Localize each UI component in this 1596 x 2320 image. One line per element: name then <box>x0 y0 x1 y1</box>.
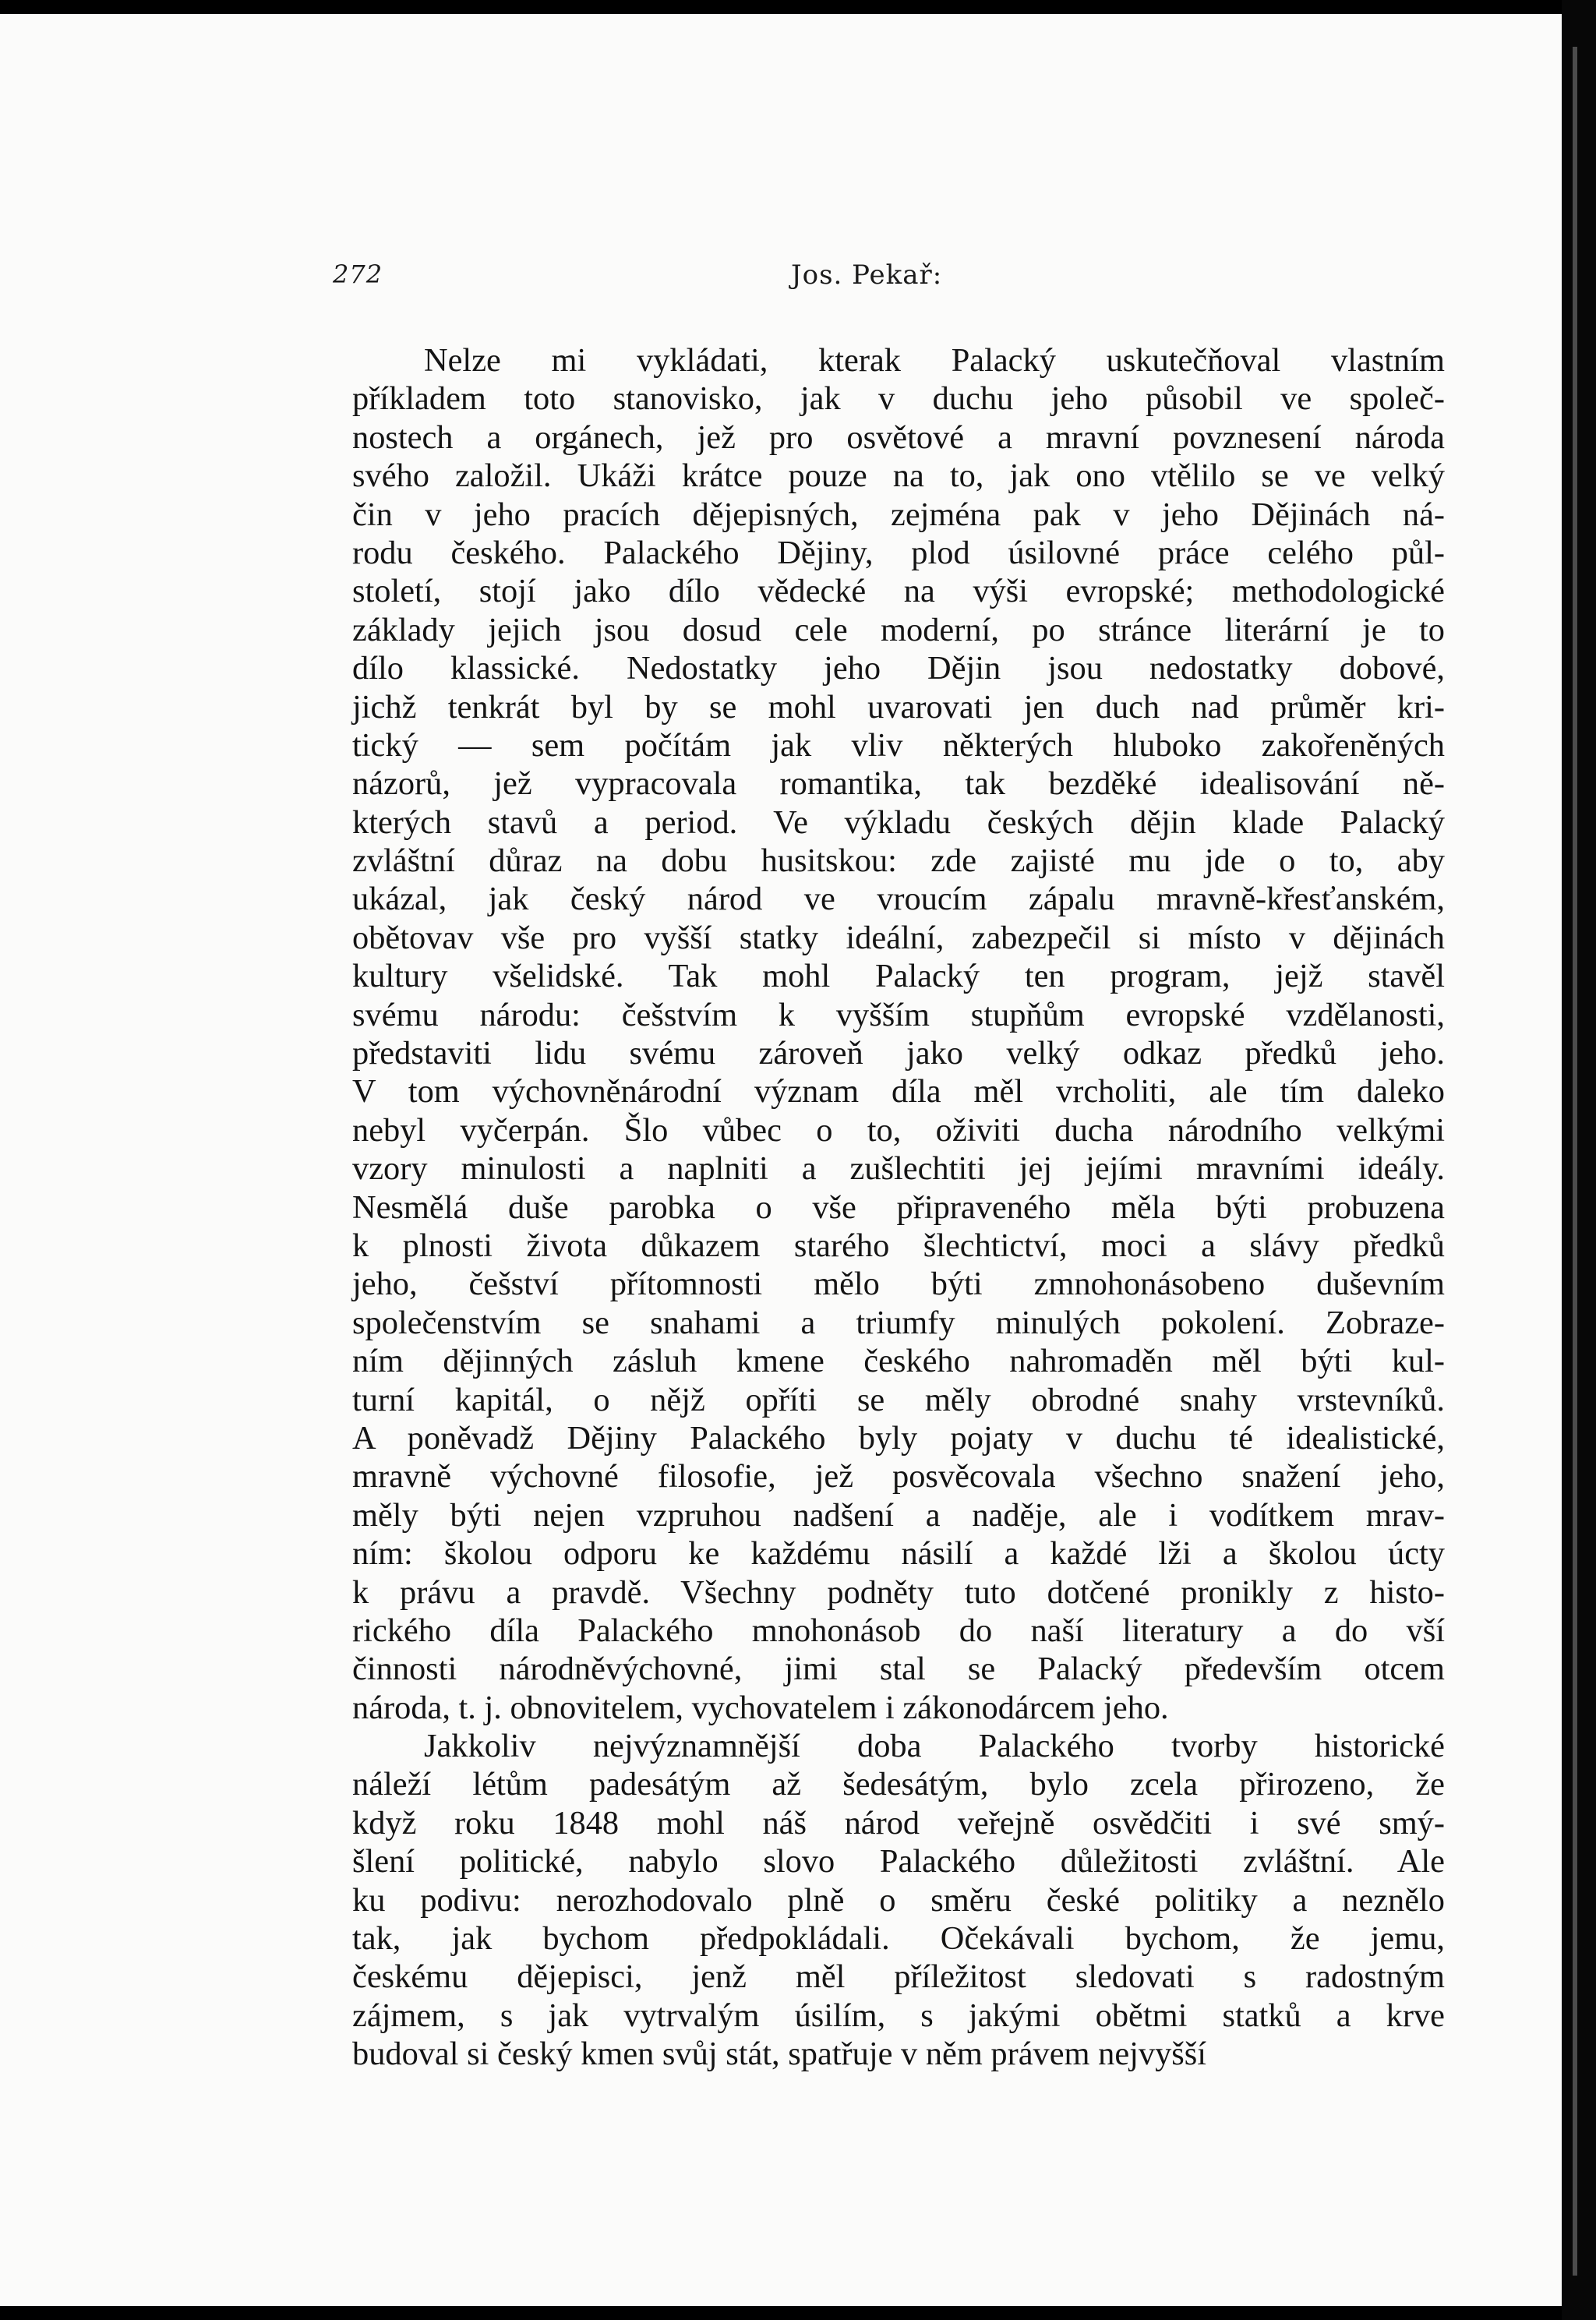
paragraph <box>352 341 1445 1727</box>
text-line: zájmem, s jak vytrvalým úsilím, s jakými obětmi statků a krve <box>352 1997 1445 2034</box>
page-number: 272 <box>333 260 383 289</box>
text-line: jichž tenkrát byl by se mohl uvarovati jen duch nad průměr kri- <box>352 688 1445 726</box>
text-line: ním dějinných zásluh kmene českého nahromaděn měl býti kul- <box>352 1343 1445 1380</box>
text-line: století, stojí jako dílo vědecké na výši evropské; methodologické <box>352 573 1445 610</box>
text-line: českému dějepisci, jenž měl příležitost sledovati s radostným <box>352 1958 1445 1996</box>
scan-edge <box>1562 0 1596 2320</box>
text-line: kterých stavů a period. Ve výkladu českých dějin klade Palacký <box>352 803 1445 841</box>
text-line: svého založil. Ukáži krátce pouze na to, jak ono vtělilo se ve velký <box>352 457 1445 495</box>
text-line: svému národu: češstvím k vyšším stupňům evropské vzdělanosti, <box>352 996 1445 1033</box>
text-line: čin v jeho pracích dějepisných, zejména pak v jeho Dějinách ná- <box>352 496 1445 533</box>
text-line: ním: školou odporu ke každému násilí a každé lži a školou úcty <box>352 1535 1445 1573</box>
text-line: názorů, jež vypracovala romantika, tak bezděké idealisování ně- <box>352 765 1445 803</box>
text-line: k plnosti života důkazem starého šlechtictví, moci a slávy předků <box>352 1227 1445 1264</box>
text-line: dílo klassické. Nedostatky jeho Dějin jsou nedostatky dobové, <box>352 650 1445 687</box>
page-header <box>0 260 1562 298</box>
text-line: turní kapitál, o nějž opříti se měly obrodné snahy vrstevníků. <box>352 1381 1445 1418</box>
text-line: představiti lidu svému zároveň jako velký odkaz předků jeho. <box>352 1035 1445 1072</box>
text-line: kultury všelidské. Tak mohl Palacký ten program, jejž stavěl <box>352 958 1445 995</box>
text-line: ku podivu: nerozhodovalo plně o směru české politiky a neznělo <box>352 1881 1445 1919</box>
text-line: V tom výchovněnárodní význam díla měl vrcholiti, ale tím daleko <box>352 1073 1445 1111</box>
text-line: tak, jak bychom předpokládali. Očekávali bychom, že jemu, <box>352 1920 1445 1958</box>
text-line: vzory minulosti a naplniti a zušlechtiti jej jejími mravními ideály. <box>352 1150 1445 1188</box>
text-line: jeho, češství přítomnosti mělo býti zmnohonásobeno duševním <box>352 1266 1445 1303</box>
text-line: náleží létům padesátým až šedesátým, bylo zcela přirozeno, že <box>352 1766 1445 1803</box>
text-line: činnosti národněvýchovné, jimi stal se Palacký především otcem <box>352 1651 1445 1688</box>
text-line: společenstvím se snahami a triumfy minulých pokolení. Zobraze- <box>352 1304 1445 1341</box>
text-line: šlení politické, nabylo slovo Palackého důležitosti zvláštní. Ale <box>352 1843 1445 1880</box>
text-line: rodu českého. Palackého Dějiny, plod úsilovné práce celého půl- <box>352 534 1445 571</box>
text-line: A poněvadž Dějiny Palackého byly pojaty v duchu té idealistické, <box>352 1419 1445 1457</box>
paragraph <box>352 1727 1445 2074</box>
text-line: nostech a orgánech, jež pro osvětové a mravní povznesení národa <box>352 418 1445 456</box>
text-line: příkladem toto stanovisko, jak v duchu jeho působil ve společ- <box>352 380 1445 418</box>
text-line: budoval si český kmen svůj stát, spatřuje v něm právem nejvyšší <box>352 2036 1207 2073</box>
text-line: rického díla Palackého mnohonásob do naší literatury a do vší <box>352 1612 1445 1649</box>
text-line: ukázal, jak český národ ve vroucím zápalu mravně-křesťanském, <box>352 881 1445 918</box>
text-line: Jakkoliv nejvýznamnější doba Palackého tvorby historické <box>424 1728 1445 1765</box>
text-line: Nelze mi vykládati, kterak Palacký uskutečňoval vlastním <box>424 342 1445 379</box>
text-line: měly býti nejen vzpruhou nadšení a naděje, ale i vodítkem mrav- <box>352 1496 1445 1534</box>
text-line: tický — sem počítám jak vliv některých hluboko zakořeněných <box>352 726 1445 764</box>
running-head: Jos. Pekař: <box>791 260 943 291</box>
text-line: když roku 1848 mohl náš národ veřejně osvědčiti i své smý- <box>352 1804 1445 1842</box>
body-text <box>352 341 1445 2074</box>
text-line: Nesmělá duše parobka o vše připraveného měla býti probuzena <box>352 1188 1445 1226</box>
text-line: základy jejich jsou dosud cele moderní, po stránce literární je to <box>352 611 1445 648</box>
text-line: nebyl vyčerpán. Šlo vůbec o to, oživiti ducha národního velkými <box>352 1111 1445 1149</box>
text-line: národa, t. j. obnovitelem, vychovatelem i zákonodárcem jeho. <box>352 1689 1169 1726</box>
text-line: zvláštní důraz na dobu husitskou: zde zajisté mu jde o to, aby <box>352 842 1445 880</box>
text-line: obětovav vše pro vyšší statky ideální, zabezpečil si místo v dějinách <box>352 919 1445 956</box>
text-line: mravně výchovné filosofie, jež posvěcovala všechno snažení jeho, <box>352 1458 1445 1495</box>
text-line: k právu a pravdě. Všechny podněty tuto dotčené pronikly z histo- <box>352 1573 1445 1611</box>
book-page <box>0 14 1562 2306</box>
